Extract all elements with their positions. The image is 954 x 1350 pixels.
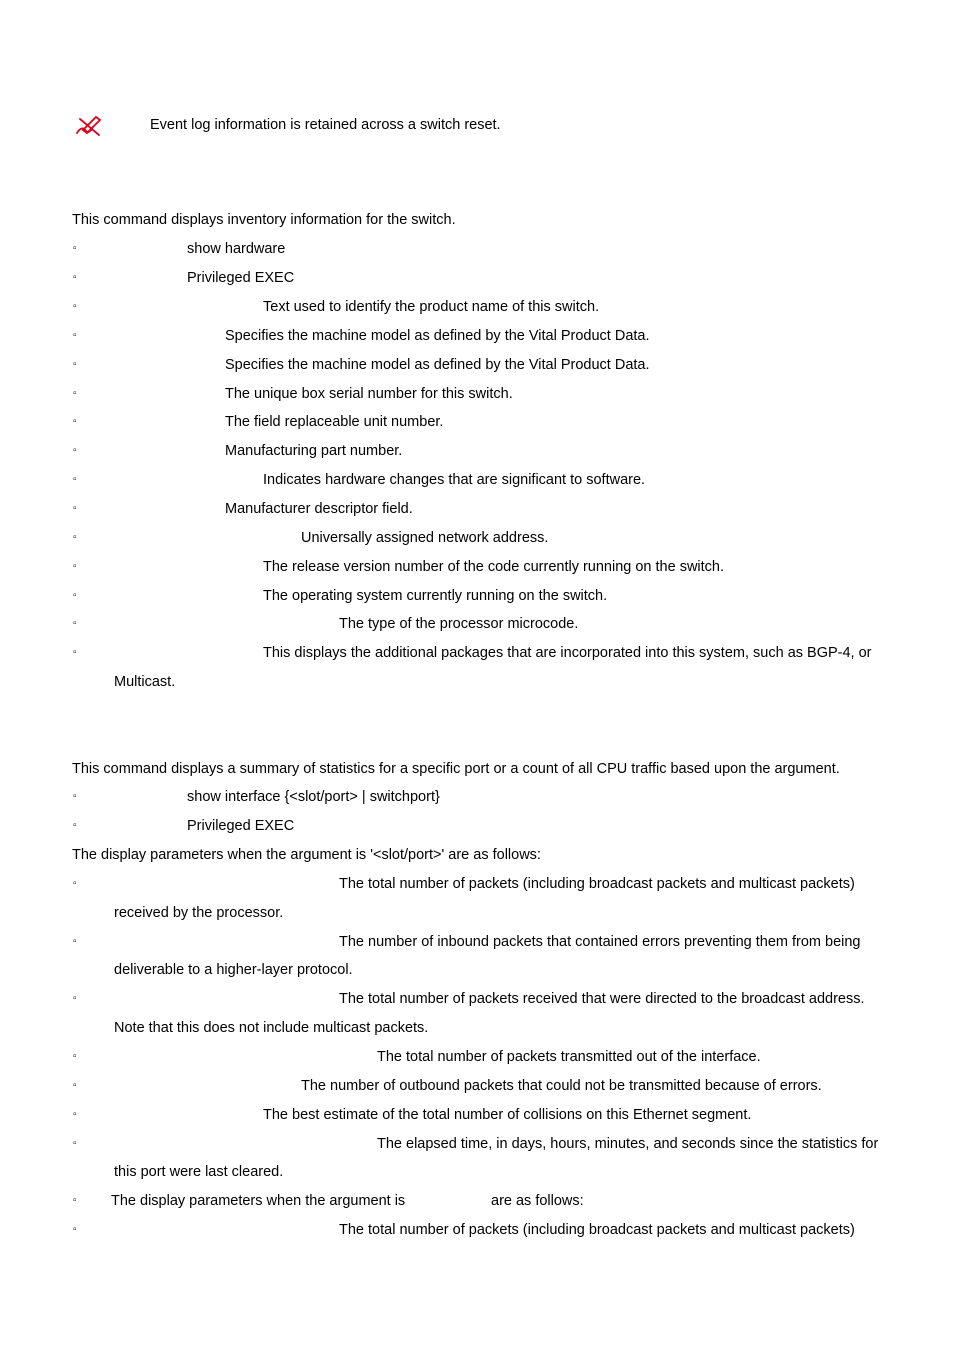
- list-item: Universally assigned network address.: [301, 530, 549, 546]
- bullet: ▫: [73, 1195, 77, 1206]
- param-intro: The display parameters when the argument is '<slot/port>' are as follows:: [72, 847, 541, 863]
- list-item: Specifies the machine model as defined by the Vital Product Data.: [225, 357, 650, 373]
- bullet: ▫: [73, 936, 77, 947]
- bullet: ▫: [73, 388, 77, 399]
- bullet: ▫: [73, 791, 77, 802]
- bullet: ▫: [73, 1138, 77, 1149]
- list-item: The number of outbound packets that could not be transmitted because of errors.: [301, 1078, 822, 1094]
- bullet: ▫: [73, 820, 77, 831]
- bullet: ▫: [73, 416, 77, 427]
- list-item: The total number of packets (including broadcast packets and multicast packets): [339, 876, 855, 892]
- list-item: The field replaceable unit number.: [225, 414, 444, 430]
- list-item: The total number of packets transmitted out of the interface.: [377, 1049, 761, 1065]
- show-interface-intro: This command displays a summary of statistics for a specific port or a count of all CPU traffic based upon the argument.: [72, 761, 840, 777]
- list-item: Text used to identify the product name of this switch.: [263, 299, 600, 315]
- bullet: ▫: [73, 445, 77, 456]
- bullet: ▫: [73, 301, 77, 312]
- bullet: ▫: [73, 359, 77, 370]
- list-item: The unique box serial number for this switch.: [225, 386, 513, 402]
- show-hardware-intro: This command displays inventory information for the switch.: [72, 212, 456, 228]
- bullet: ▫: [73, 647, 77, 658]
- switchport-intro-end: are as follows:: [491, 1193, 584, 1209]
- list-item-continuation: deliverable to a higher-layer protocol.: [114, 962, 353, 978]
- list-item: The best estimate of the total number of collisions on this Ethernet segment.: [263, 1107, 752, 1123]
- bullet: ▫: [73, 243, 77, 254]
- note-pencil-icon: [74, 113, 104, 137]
- list-item: The type of the processor microcode.: [339, 616, 579, 632]
- syntax-value: show hardware: [187, 241, 286, 257]
- list-item: Manufacturing part number.: [225, 443, 403, 459]
- list-item: Indicates hardware changes that are significant to software.: [263, 472, 646, 488]
- bullet: ▫: [73, 993, 77, 1004]
- list-item: The total number of packets received that were directed to the broadcast address.: [339, 991, 865, 1007]
- list-item-continuation: received by the processor.: [114, 905, 284, 921]
- bullet: ▫: [73, 878, 77, 889]
- list-item-continuation: Note that this does not include multicast packets.: [114, 1020, 429, 1036]
- list-item: The operating system currently running on the switch.: [263, 588, 608, 604]
- switchport-intro-start: The display parameters when the argument is: [111, 1193, 406, 1209]
- list-item: The total number of packets (including broadcast packets and multicast packets): [339, 1222, 855, 1238]
- list-item: This displays the additional packages that are incorporated into this system, such as BGP-4, or: [263, 645, 872, 661]
- list-item: The release version number of the code currently running on the switch.: [263, 559, 725, 575]
- bullet: ▫: [73, 1109, 77, 1120]
- note-text: Event log information is retained across a switch reset.: [150, 117, 501, 133]
- bullet: ▫: [73, 590, 77, 601]
- bullet: ▫: [73, 532, 77, 543]
- bullet: ▫: [73, 1080, 77, 1091]
- list-item: The elapsed time, in days, hours, minutes, and seconds since the statistics for: [377, 1136, 879, 1152]
- list-item-continuation: this port were last cleared.: [114, 1164, 284, 1180]
- bullet: ▫: [73, 1224, 77, 1235]
- bullet: ▫: [73, 330, 77, 341]
- mode-value: Privileged EXEC: [187, 270, 295, 286]
- list-item: The number of inbound packets that contained errors preventing them from being: [339, 934, 861, 950]
- list-item-continuation: Multicast.: [114, 674, 176, 690]
- bullet: ▫: [73, 503, 77, 514]
- bullet: ▫: [73, 561, 77, 572]
- mode-value: Privileged EXEC: [187, 818, 295, 834]
- list-item: Manufacturer descriptor field.: [225, 501, 413, 517]
- bullet: ▫: [73, 618, 77, 629]
- bullet: ▫: [73, 1051, 77, 1062]
- syntax-value: show interface {<slot/port> | switchport}: [187, 789, 440, 805]
- bullet: ▫: [73, 474, 77, 485]
- bullet: ▫: [73, 272, 77, 283]
- list-item: Specifies the machine model as defined by the Vital Product Data.: [225, 328, 650, 344]
